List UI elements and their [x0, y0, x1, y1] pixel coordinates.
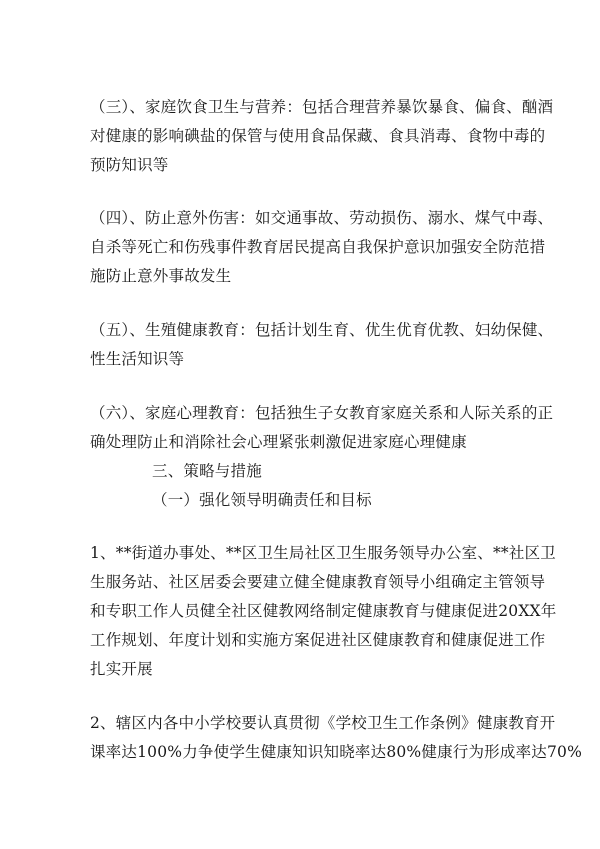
paragraph-4-line-2: 自杀等死亡和伤残事件教育居民提高自我保护意识加强安全防范措	[90, 238, 546, 256]
paragraph-3-line-1: （三）、家庭饮食卫生与营养：包括合理营养暴饮暴食、偏食、酗酒	[90, 98, 554, 116]
paragraph-3-line-3: 预防知识等	[90, 156, 169, 174]
item-1-line-2: 生服务站、社区居委会要建立健全健康教育领导小组确定主管领导	[90, 573, 546, 591]
item-1-line-3: 和专职工作人员健全社区健教网络制定健康教育与健康促进20XX年	[90, 602, 557, 620]
paragraph-6-line-1: （六）、家庭心理教育：包括独生子女教育家庭关系和人际关系的正	[90, 404, 554, 422]
paragraph-3-line-2: 对健康的影响碘盐的保管与使用食品保藏、食具消毒、食物中毒的	[90, 127, 546, 145]
paragraph-4-line-1: （四）、防止意外伤害：如交通事故、劳动损伤、溺水、煤气中毒、	[90, 209, 554, 227]
item-1-line-4: 工作规划、年度计划和实施方案促进社区健康教育和健康促进工作	[90, 631, 546, 649]
paragraph-4-line-3: 施防止意外事故发生	[90, 267, 232, 285]
section-heading: 三、策略与措施	[152, 462, 262, 480]
item-2-line-2: 课率达100%力争使学生健康知识知晓率达80%健康行为形成率达70%	[90, 743, 583, 761]
paragraph-6-line-2: 确处理防止和消除社会心理紧张刺激促进家庭心理健康	[90, 433, 467, 451]
subsection-heading: （一）强化领导明确责任和目标	[152, 491, 372, 509]
paragraph-5-line-1: （五）、生殖健康教育：包括计划生育、优生优育优教、妇幼保健、	[90, 321, 554, 339]
item-1-line-5: 扎实开展	[90, 660, 153, 678]
item-1-line-1: 1、**街道办事处、**区卫生局社区卫生服务领导办公室、**社区卫	[90, 544, 556, 562]
item-2-line-1: 2、辖区内各中小学校要认真贯彻《学校卫生工作条例》健康教育开	[90, 714, 556, 732]
paragraph-5-line-2: 性生活知识等	[90, 350, 185, 368]
